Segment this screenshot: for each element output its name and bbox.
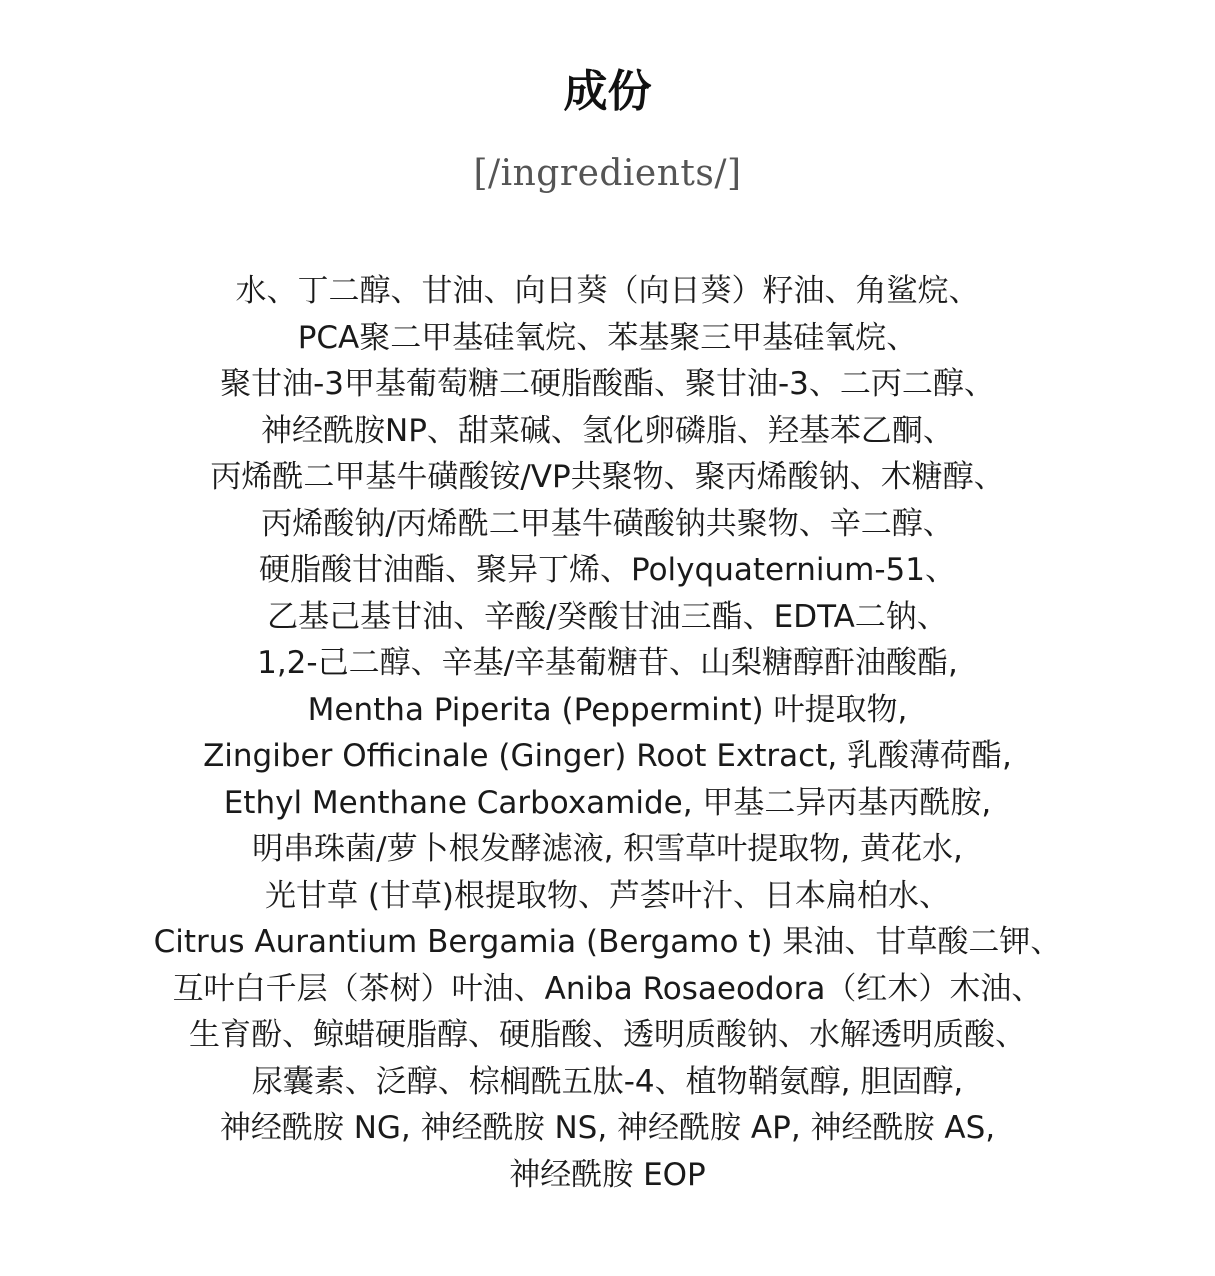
ingredient-list (40, 268, 1175, 1198)
ingredient-line: 1,2-己二醇、辛基/辛基葡糖苷、山梨糖醇酐油酸酯, (257, 645, 958, 681)
ingredient-line: 神经酰胺 NG, 神经酰胺 NS, 神经酰胺 AP, 神经酰胺 AS, (219, 1110, 996, 1146)
ingredient-line: 尿囊素、泛醇、棕榈酰五肽-4、植物鞘氨醇, 胆固醇, (251, 1063, 964, 1100)
ingredient-line: 丙烯酰二甲基牛磺酸铵/VP共聚物、聚丙烯酸钠、木糖醇、 (210, 459, 1005, 495)
ingredient-line: 明串珠菌/萝卜根发酵滤液, 积雪草叶提取物, 黄花水, (252, 831, 963, 867)
ingredient-line: 丙烯酸钠/丙烯酰二甲基牛磺酸钠共聚物、辛二醇、 (261, 505, 954, 542)
ingredient-line: Zingiber Officinale (Ginger) Root Extract, 乳酸薄荷酯, (203, 738, 1012, 774)
ingredient-line: Ethyl Menthane Carboxamide, 甲基二异丙基丙酰胺, (223, 784, 992, 821)
ingredient-line: 光甘草 (甘草)根提取物、芦荟叶汁、日本扁柏水、 (264, 877, 951, 914)
page-subtitle: [/ingredients/] (473, 153, 742, 194)
ingredient-line: 神经酰胺NP、甜菜碱、氢化卵磷脂、羟基苯乙酮、 (261, 412, 954, 449)
ingredient-line: 水、丁二醇、甘油、向日葵（向日葵）籽油、角鲨烷、 (235, 273, 980, 309)
ingredient-line: 生育酚、鲸蜡硬脂醇、硬脂酸、透明质酸钠、水解透明质酸、 (189, 1017, 1026, 1053)
ingredient-line: Mentha Piperita (Peppermint) 叶提取物, (307, 691, 908, 728)
ingredient-line: Citrus Aurantium Bergamia (Bergamo t) 果油、甘草酸二钾、 (153, 924, 1062, 960)
ingredient-line: 神经酰胺 EOP (509, 1156, 706, 1193)
ingredient-line: PCA聚二甲基硅氧烷、苯基聚三甲基硅氧烷、 (297, 319, 918, 356)
page-title: 成份 (563, 66, 652, 117)
ingredient-line: 互叶白千层（茶树）叶油、Aniba Rosaeodora（红木）木油、 (172, 970, 1043, 1007)
ingredient-line: 硬脂酸甘油酯、聚异丁烯、Polyquaternium-51、 (259, 552, 956, 588)
ingredient-line: 聚甘油-3甲基葡萄糖二硬脂酸酯、聚甘油-3、二丙二醇、 (220, 366, 995, 402)
ingredient-line: 乙基己基甘油、辛酸/癸酸甘油三酯、EDTA二钠、 (267, 598, 948, 635)
